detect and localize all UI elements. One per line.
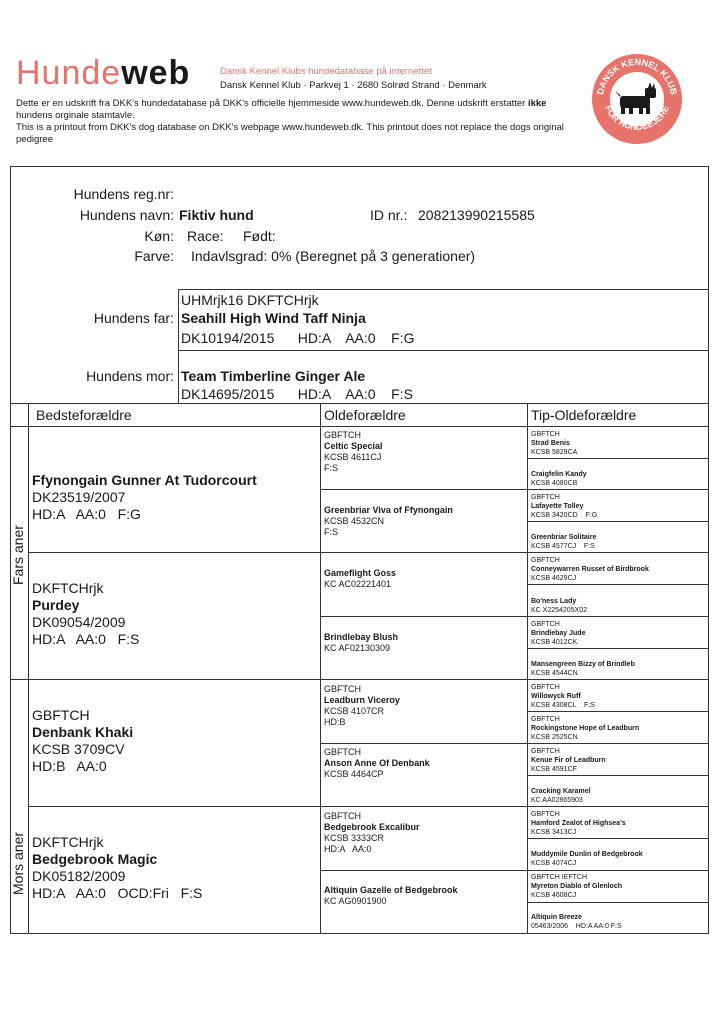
reg-label: Hundens reg.nr: bbox=[73, 186, 174, 202]
seal-top-text: DANSK KENNEL KLUB bbox=[595, 56, 679, 96]
gggp-7 bbox=[531, 620, 707, 647]
great-grandparent-2 bbox=[324, 505, 524, 538]
gggp-name: Altiquin Breeze bbox=[531, 914, 582, 921]
ggp-name: Anson Anne Of Denbank bbox=[324, 758, 430, 768]
grandparent-details: HD:B AA:0 bbox=[32, 758, 107, 774]
ggp-reg: KCSB 4532CN bbox=[324, 516, 385, 526]
gggp-reg: KCSB 4577CJ F:S bbox=[531, 543, 595, 550]
gggp-reg: KCSB 4544CN bbox=[531, 670, 578, 677]
ggp-divider-1 bbox=[320, 489, 709, 490]
ggp-name: Brindlebay Blush bbox=[324, 632, 399, 642]
logo-hunde: Hunde bbox=[16, 54, 122, 92]
gggp-reg: KCSB 3420CD F:G bbox=[531, 512, 598, 519]
intro-english: This is a printout from DKK's dog database on DKK's webpage www.hundeweb.dk. This printout does not replace the dogs original pedigree bbox=[16, 122, 564, 145]
gggp-name: Greenbriar Solitaire bbox=[531, 534, 597, 541]
col-grandparents: Bedsteforældre bbox=[36, 407, 132, 423]
gggp-name: Cracking Karamel bbox=[531, 788, 591, 795]
sex-label: Køn: bbox=[144, 228, 174, 244]
ggp-reg: KCSB 3333CR bbox=[324, 833, 385, 843]
grandparent-name: Ffynongain Gunner At Tudorcourt bbox=[32, 472, 257, 488]
gggp-divider-13 bbox=[527, 838, 709, 839]
gggp-name: Bo'ness Lady bbox=[531, 598, 577, 605]
gggp-reg: KCSB 4074CJ bbox=[531, 860, 577, 867]
gggp-reg: KCSB 4629CJ bbox=[531, 575, 577, 582]
fars-aner-label: Fars aner bbox=[10, 525, 26, 585]
grandparent-4 bbox=[32, 834, 317, 902]
q3-divider bbox=[28, 806, 709, 807]
ggp-divider-7 bbox=[320, 870, 709, 871]
gggp-reg: KCSB 4591CF bbox=[531, 766, 577, 773]
sire-titles: UHMrjk16 DKFTCHrjk bbox=[181, 292, 319, 308]
gggp-name: Rockingstone Hope of Leadburn bbox=[531, 725, 640, 732]
ggp-reg: KCSB 4107CR bbox=[324, 706, 385, 716]
gggp-reg: KCSB 3413CJ bbox=[531, 829, 577, 836]
gggp-13 bbox=[531, 810, 707, 837]
born-label: Født: bbox=[243, 228, 276, 244]
parents-divider bbox=[178, 289, 179, 403]
color-label: Farve: bbox=[134, 248, 174, 264]
ggp-name: Gameflight Goss bbox=[324, 568, 397, 578]
ggp-reg: KC AC02221401 bbox=[324, 579, 392, 589]
intro-da-1: Dette er en udskrift fra DKK's hundedatabase på DKK's officielle hjemmeside www.hundeweb.dk. Denne udskrift erstatter bbox=[16, 98, 526, 109]
ggp-titles: GBFTCH bbox=[324, 747, 361, 757]
sire-name: Seahill High Wind Taff Ninja bbox=[181, 310, 366, 326]
great-grandparent-6 bbox=[324, 747, 524, 780]
address: Dansk Kennel Klub · Parkvej 1 · 2680 Solrød Strand · Denmark bbox=[220, 80, 487, 91]
gggp-name: Willowyck Ruff bbox=[531, 693, 581, 700]
name-label: Hundens navn: bbox=[79, 207, 174, 223]
columns-header-divider bbox=[10, 426, 709, 427]
great-grandparent-7 bbox=[324, 811, 524, 855]
gggp-1 bbox=[531, 430, 707, 457]
tagline: Dansk Kennel Klubs hundedatabase på internettet bbox=[220, 66, 432, 77]
gggp-reg: KCSB 2525CN bbox=[531, 734, 578, 741]
gggp-reg: KC AA02865903 bbox=[531, 797, 583, 804]
gggp-name: Strad Benis bbox=[531, 440, 570, 447]
great-grandparent-4 bbox=[324, 632, 524, 654]
gggp-reg: KCSB 4012CK bbox=[531, 639, 578, 646]
gggp-8 bbox=[531, 660, 707, 678]
dam-name: Team Timberline Ginger Ale bbox=[181, 368, 366, 384]
dog-id: 208213990215585 bbox=[418, 207, 535, 223]
q1-divider bbox=[28, 552, 709, 553]
seal-bottom-text: FOR HUNDEEJERE bbox=[603, 103, 671, 132]
grandparent-2 bbox=[32, 580, 317, 648]
grandparent-reg: KCSB 3709CV bbox=[32, 741, 125, 757]
grandparent-titles: GBFTCH bbox=[32, 707, 90, 723]
gggp-titles: GBFTCH bbox=[531, 621, 560, 628]
ggp-titles: GBFTCH bbox=[324, 811, 361, 821]
sire-label: Hundens far: bbox=[93, 310, 174, 326]
half-divider bbox=[10, 679, 709, 680]
grandparent-name: Purdey bbox=[32, 597, 80, 613]
intro-da-bold: ikke bbox=[527, 98, 547, 109]
id-label: ID nr.: bbox=[370, 207, 408, 223]
ggp-titles: GBFTCH bbox=[324, 430, 361, 440]
gggp-divider-9 bbox=[527, 711, 709, 712]
gggp-divider-7 bbox=[527, 648, 709, 649]
grandparent-name: Bedgebrook Magic bbox=[32, 851, 158, 867]
ggp-name: Greenbriar Viva of Ffynongain bbox=[324, 505, 453, 515]
ggp-name: Leadburn Viceroy bbox=[324, 695, 400, 705]
columns-top-divider bbox=[10, 403, 709, 404]
grandparent-reg: DK09054/2009 bbox=[32, 614, 126, 630]
grandparent-reg: DK23519/2007 bbox=[32, 489, 126, 505]
gggp-name: Kenue Fir of Leadburn bbox=[531, 757, 606, 764]
great-divider bbox=[527, 403, 528, 933]
ggp-details: HD:A AA:0 bbox=[324, 844, 372, 854]
gggp-divider-1 bbox=[527, 458, 709, 459]
gggp-11 bbox=[531, 747, 707, 774]
gggp-15 bbox=[531, 873, 707, 900]
gggp-name: Myreton Diablo of Glenloch bbox=[531, 883, 623, 890]
ggp-name: Altiquin Gazelle of Bedgebrook bbox=[324, 885, 458, 895]
ggp-reg: KCSB 4611CJ bbox=[324, 452, 382, 462]
grandparent-1 bbox=[32, 472, 317, 523]
side-divider bbox=[28, 403, 29, 933]
ggp-divider-5 bbox=[320, 743, 709, 744]
ggp-details: F:S bbox=[324, 463, 339, 473]
gggp-reg: 05463/2006 HD:A AA:0 F:S bbox=[531, 923, 622, 930]
dam-label: Hundens mor: bbox=[86, 368, 174, 384]
gggp-2 bbox=[531, 470, 707, 488]
gggp-4 bbox=[531, 533, 707, 551]
hundeweb-logo bbox=[16, 54, 190, 93]
grandparent-details: HD:A AA:0 F:G bbox=[32, 506, 141, 522]
grandparent-reg: DK05182/2009 bbox=[32, 868, 126, 884]
intro-da-2: hundens orginale stamtavle. bbox=[16, 110, 135, 121]
gggp-divider-11 bbox=[527, 775, 709, 776]
ggp-details: HD:B bbox=[324, 717, 346, 727]
gggp-name: Hamford Zealot of Highsea's bbox=[531, 820, 626, 827]
gggp-titles: GBFTCH bbox=[531, 716, 560, 723]
gggp-6 bbox=[531, 597, 707, 615]
sire-top-divider bbox=[178, 289, 708, 290]
dam-details: DK14695/2015 HD:A AA:0 F:S bbox=[181, 386, 413, 402]
mors-aner-label: Mors aner bbox=[10, 831, 26, 895]
gggp-5 bbox=[531, 556, 707, 583]
gggp-12 bbox=[531, 787, 707, 805]
inbreeding: Indavlsgrad: 0% (Beregnet på 3 generationer) bbox=[191, 248, 476, 264]
gggp-name: Brindlebay Jude bbox=[531, 630, 586, 637]
race-label: Race: bbox=[187, 228, 224, 244]
gggp-10 bbox=[531, 715, 707, 742]
gggp-divider-15 bbox=[527, 902, 709, 903]
gggp-titles: GBFTCH bbox=[531, 811, 560, 818]
gggp-titles: GBFTCH bbox=[531, 748, 560, 755]
grandparent-titles: DKFTCHrjk bbox=[32, 834, 104, 850]
ggp-titles: GBFTCH bbox=[324, 684, 361, 694]
gggp-divider-3 bbox=[527, 521, 709, 522]
gggp-name: Lafayette Tolley bbox=[531, 503, 584, 510]
dog-name: Fiktiv hund bbox=[179, 207, 254, 223]
col-great-great-grandparents: Tip-Oldeforældre bbox=[531, 407, 637, 423]
gggp-name: Craigfelin Kandy bbox=[531, 471, 587, 478]
gggp-16 bbox=[531, 913, 707, 931]
gggp-name: Conneywarren Russet of Birdbrook bbox=[531, 566, 649, 573]
gggp-titles: GBFTCH bbox=[531, 431, 560, 438]
grandparent-3 bbox=[32, 707, 317, 775]
gggp-titles: GBFTCH bbox=[531, 684, 560, 691]
gggp-reg: KCSB 4608CJ bbox=[531, 892, 577, 899]
great-grandparent-8 bbox=[324, 885, 524, 907]
gggp-name: Mansengreen Bizzy of Brindleb bbox=[531, 661, 635, 668]
ggp-reg: KC AG0901900 bbox=[324, 896, 387, 906]
gggp-reg: KCSB 4308CL F:S bbox=[531, 702, 595, 709]
gggp-titles: GBFTCH IEFTCH bbox=[531, 874, 587, 881]
intro-danish bbox=[16, 98, 576, 122]
grandparent-titles: DKFTCHrjk bbox=[32, 580, 104, 596]
gggp-reg: KC X2254205X02 bbox=[531, 607, 588, 614]
gggp-9 bbox=[531, 683, 707, 710]
gggp-titles: GBFTCH bbox=[531, 557, 560, 564]
great-grandparent-3 bbox=[324, 568, 524, 590]
col-great-grandparents: Oldeforældre bbox=[324, 407, 406, 423]
sire-details: DK10194/2015 HD:A AA:0 F:G bbox=[181, 330, 415, 346]
dkk-seal-icon bbox=[590, 52, 684, 146]
gggp-divider-5 bbox=[527, 584, 709, 585]
great-grandparent-1 bbox=[324, 430, 524, 474]
gggp-titles: GBFTCH bbox=[531, 494, 560, 501]
ggp-reg: KCSB 4464CP bbox=[324, 769, 384, 779]
grandparent-details: HD:A AA:0 OCD:Fri F:S bbox=[32, 885, 203, 901]
dam-top-divider bbox=[178, 350, 708, 351]
logo-web: web bbox=[121, 54, 191, 92]
grandparent-details: HD:A AA:0 F:S bbox=[32, 631, 140, 647]
grandparent-name: Denbank Khaki bbox=[32, 724, 134, 740]
ggp-name: Celtic Special bbox=[324, 441, 383, 451]
ggp-divider-3 bbox=[320, 616, 709, 617]
grand-divider bbox=[320, 403, 321, 933]
great-grandparent-5 bbox=[324, 684, 524, 728]
ggp-reg: KC AF02130309 bbox=[324, 643, 391, 653]
gggp-3 bbox=[531, 493, 707, 520]
gggp-14 bbox=[531, 850, 707, 868]
gggp-name: Muddymile Dunlin of Bedgebrook bbox=[531, 851, 643, 858]
ggp-details: F:S bbox=[324, 527, 339, 537]
gggp-reg: KCSB 5829CA bbox=[531, 449, 578, 456]
gggp-reg: KCSB 4080CB bbox=[531, 480, 578, 487]
ggp-name: Bedgebrook Excalibur bbox=[324, 822, 420, 832]
